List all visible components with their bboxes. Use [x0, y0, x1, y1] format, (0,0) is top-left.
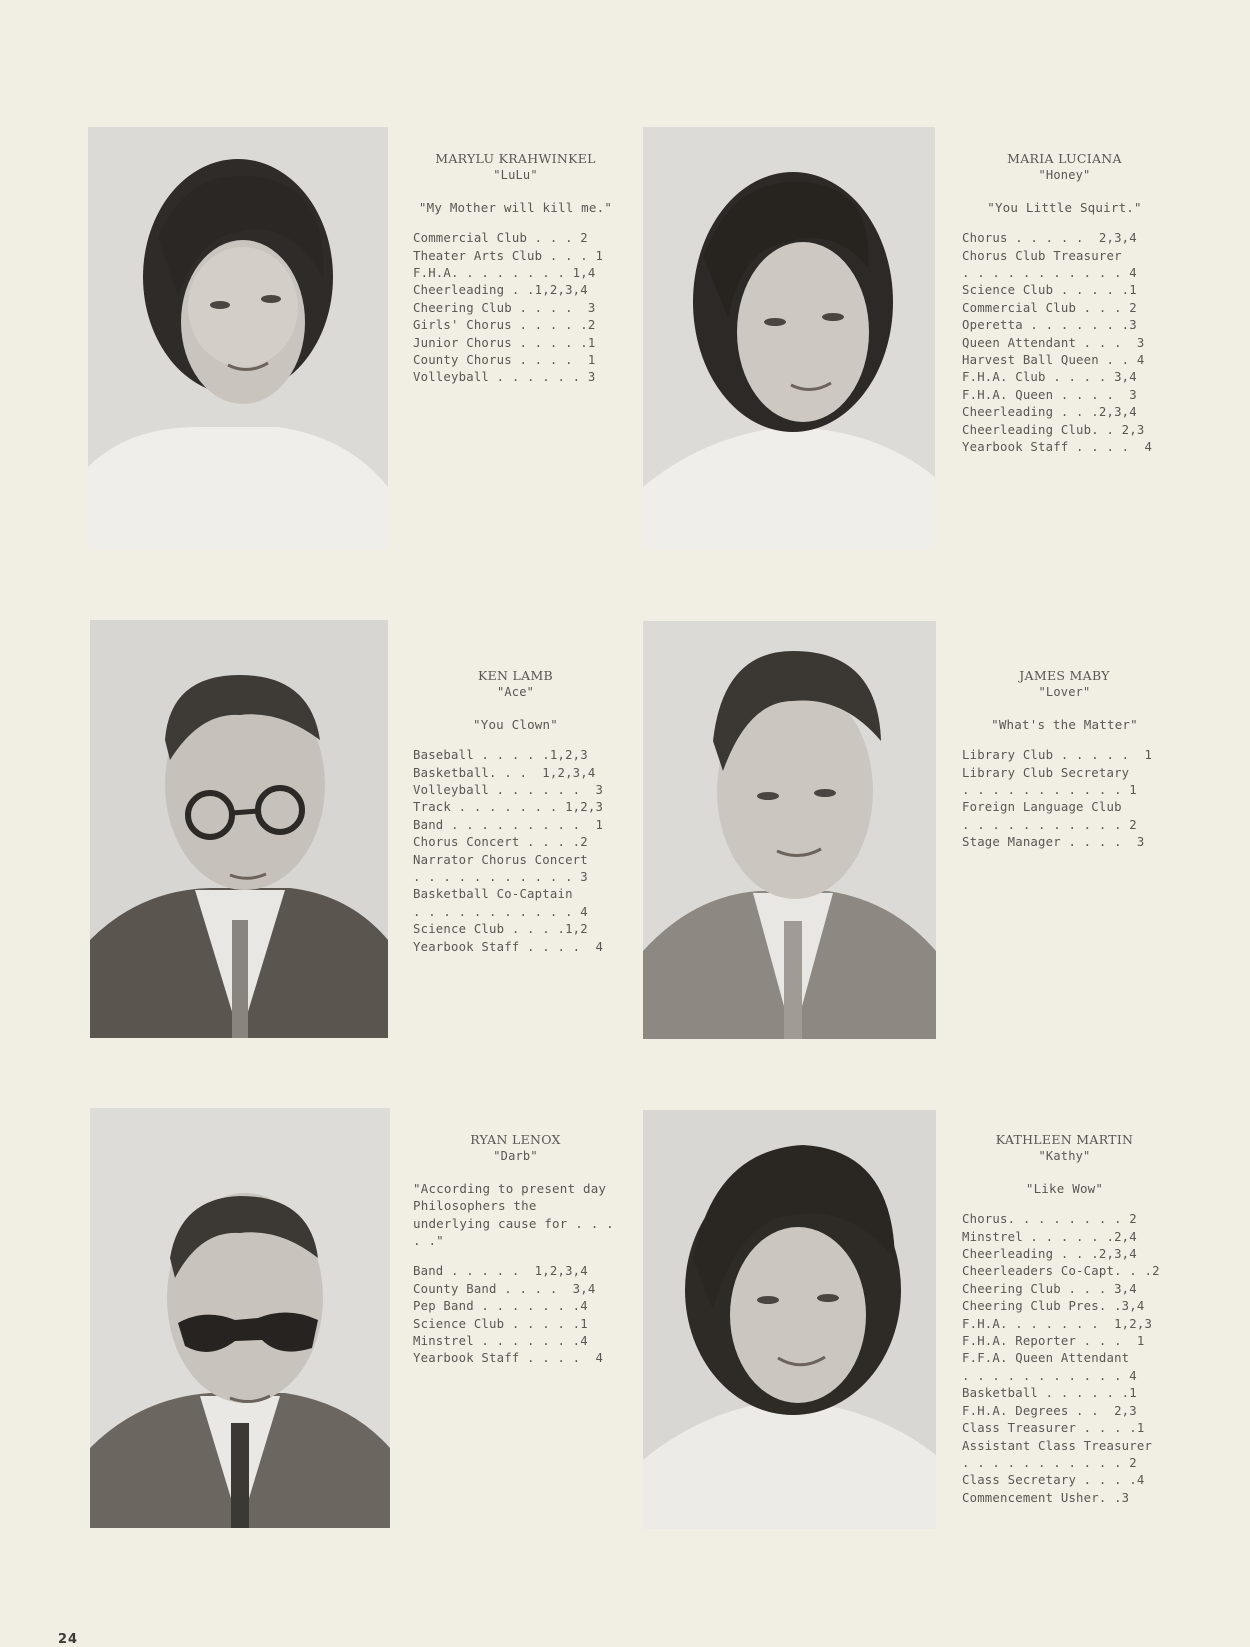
student-bio-martin	[962, 1131, 1167, 1507]
activity-line: Volleyball . . . . . . 3	[413, 783, 604, 798]
activity-line: Basketball . . . . . .1	[962, 1386, 1137, 1401]
activity-line: F.H.A. . . . . . . . 1,4	[413, 266, 596, 281]
activity-line: Science Club . . . .1,2	[413, 922, 588, 937]
student-nickname: "Kathy"	[1038, 1149, 1091, 1164]
student-bio-lamb	[413, 667, 618, 956]
activity-line: Science Club . . . . .1	[413, 1316, 588, 1331]
activity-line: Cheering Club . . . . 3	[413, 300, 596, 315]
activity-line: . . . . . . . . . . . 4	[413, 904, 588, 919]
activity-line: Library Club . . . . . 1	[962, 748, 1153, 763]
activity-line: Harvest Ball Queen . . 4	[962, 353, 1145, 368]
student-bio-luciana	[962, 150, 1167, 457]
activity-line: . . . . . . . . . . . 1	[962, 783, 1137, 798]
activity-line: Chorus Concert . . . .2	[413, 835, 588, 850]
student-photo-lenox	[90, 1108, 390, 1528]
activity-line: County Band . . . . 3,4	[413, 1281, 596, 1296]
activity-line: F.H.A. Club . . . . 3,4	[962, 370, 1137, 385]
activity-line: F.H.A. Queen . . . . 3	[962, 387, 1137, 402]
activity-line: Foreign Language Club	[962, 800, 1122, 815]
student-nickname: "LuLu"	[493, 168, 538, 183]
activity-line: . . . . . . . . . . . 4	[962, 266, 1137, 281]
student-quote: "Like Wow"	[1025, 1180, 1104, 1196]
student-name: MARYLU KRAHWINKEL	[435, 151, 596, 166]
page-number: 24	[58, 1632, 79, 1647]
activity-line: Junior Chorus . . . . .1	[413, 335, 596, 350]
student-bio-lenox	[413, 1131, 618, 1368]
student-nickname: "Darb"	[493, 1149, 538, 1164]
activity-line: Cheerleaders Co-Capt. . .2	[962, 1264, 1160, 1279]
activity-line: . . . . . . . . . . . 2	[962, 1455, 1137, 1470]
student-photo-martin	[643, 1110, 936, 1529]
student-nickname: "Lover"	[1038, 685, 1091, 700]
student-photo-krahwinkel	[88, 127, 388, 549]
activity-line: Baseball . . . . .1,2,3	[413, 748, 588, 763]
student-name: MARIA LUCIANA	[1007, 151, 1122, 166]
activity-line: F.H.A. Degrees . . 2,3	[962, 1403, 1137, 1418]
student-nickname: "Ace"	[496, 685, 535, 700]
activity-line: . . . . . . . . . . . 4	[962, 1368, 1137, 1383]
activity-line: Yearbook Staff . . . . 4	[413, 939, 604, 954]
activity-line: Operetta . . . . . . .3	[962, 318, 1137, 333]
activity-line: Minstrel . . . . . . .4	[413, 1334, 588, 1349]
student-name: RYAN LENOX	[470, 1132, 561, 1147]
activity-line: Commencement Usher. .3	[962, 1490, 1130, 1505]
activity-line: Chorus Club Treasurer	[962, 248, 1122, 263]
activity-line: Chorus . . . . . 2,3,4	[962, 231, 1137, 246]
activity-line: Commercial Club . . . 2	[962, 300, 1137, 315]
student-quote: "What's the Matter"	[991, 716, 1138, 732]
activity-line: Basketball Co-Captain	[413, 887, 573, 902]
student-quote: "You Little Squirt."	[987, 199, 1142, 215]
activity-line: Library Club Secretary	[962, 765, 1130, 780]
activity-line: Narrator Chorus Concert	[413, 852, 588, 867]
activity-line: F.H.A. . . . . . . 1,2,3	[962, 1316, 1153, 1331]
activity-line: Volleyball . . . . . . 3	[413, 370, 596, 385]
activity-line: Yearbook Staff . . . . 4	[413, 1351, 604, 1366]
student-quote: "My Mother will kill me."	[418, 199, 613, 215]
activity-line: Commercial Club . . . 2	[413, 231, 588, 246]
activity-line: Cheerleading Club. . 2,3	[962, 422, 1145, 437]
activity-line: Class Treasurer . . . .1	[962, 1421, 1145, 1436]
activity-line: County Chorus . . . . 1	[413, 353, 596, 368]
activity-line: Assistant Class Treasurer	[962, 1438, 1153, 1453]
student-bio-krahwinkel	[413, 150, 618, 387]
activity-line: . . . . . . . . . . . 3	[413, 870, 588, 885]
activity-line: Cheerleading . .1,2,3,4	[413, 283, 588, 298]
activity-line: Track . . . . . . . 1,2,3	[413, 800, 604, 815]
student-name: KEN LAMB	[477, 668, 554, 683]
student-quote: "You Clown"	[473, 716, 558, 732]
activity-line: Band . . . . . . . . . 1	[413, 817, 604, 832]
activity-line: Cheering Club Pres. .3,4	[962, 1299, 1145, 1314]
student-name: KATHLEEN MARTIN	[995, 1132, 1134, 1147]
student-name: JAMES MABY	[1019, 668, 1110, 683]
activity-line: Minstrel . . . . . .2,4	[962, 1229, 1137, 1244]
activity-line: Band . . . . . 1,2,3,4	[413, 1264, 588, 1279]
student-photo-lamb	[90, 620, 388, 1038]
activity-line: Class Secretary . . . .4	[962, 1473, 1145, 1488]
student-photo-maby	[643, 621, 936, 1039]
activity-line: Cheering Club . . . 3,4	[962, 1281, 1137, 1296]
activity-line: Theater Arts Club . . . 1	[413, 248, 604, 263]
student-photo-luciana	[643, 127, 935, 549]
activity-line: Basketball. . . 1,2,3,4	[413, 765, 596, 780]
student-quote: "According to present day Philosophers the underlying cause for . . . . ."	[413, 1180, 614, 1249]
activity-line: F.H.A. Reporter . . . 1	[962, 1334, 1145, 1349]
activity-line: Cheerleading . . .2,3,4	[962, 405, 1137, 420]
student-bio-maby	[962, 667, 1167, 852]
activity-line: Stage Manager . . . . 3	[962, 835, 1145, 850]
activity-line: Yearbook Staff . . . . 4	[962, 440, 1153, 455]
activity-line: Cheerleading . . .2,3,4	[962, 1247, 1137, 1262]
activity-line: . . . . . . . . . . . 2	[962, 817, 1137, 832]
activity-line: Chorus. . . . . . . . 2	[962, 1212, 1137, 1227]
activity-line: Pep Band . . . . . . .4	[413, 1299, 588, 1314]
activity-line: F.F.A. Queen Attendant	[962, 1351, 1130, 1366]
activity-line: Girls' Chorus . . . . .2	[413, 318, 596, 333]
activity-line: Queen Attendant . . . 3	[962, 335, 1145, 350]
student-nickname: "Honey"	[1038, 168, 1091, 183]
activity-line: Science Club . . . . .1	[962, 283, 1137, 298]
